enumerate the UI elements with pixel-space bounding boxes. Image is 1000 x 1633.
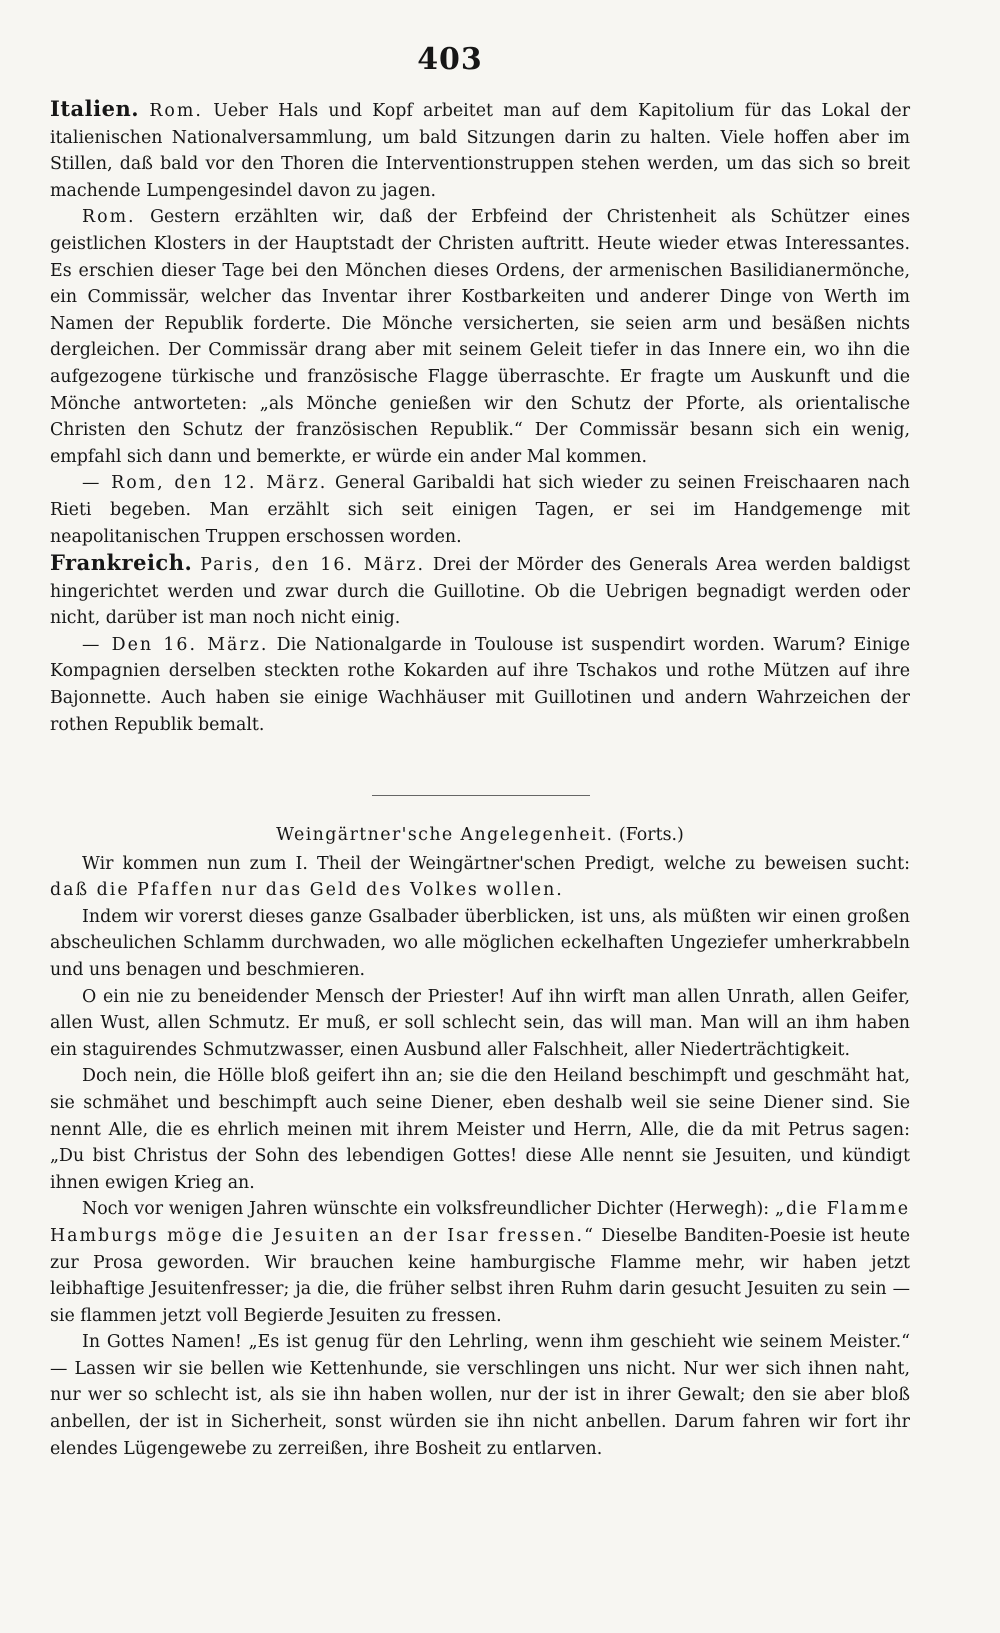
spaced-emphasis: daß die Pfaffen nur das Geld des Volkes wollen. — [50, 880, 564, 901]
italy-paragraph-1 — [50, 96, 910, 204]
article-text: Gestern erzählten wir, daß der Erbfeind der Christenheit als Schützer eines geistlichen Klosters in der Hauptstadt der Christen auftritt. Heute wieder etwas Interessantes. Es erschien dieser Tage bei den Mönchen dieses Ordens, der armenischen Basilidianermönche, ein Commissär, welcher das Inventar ihrer Kostbarkeiten und anderer Dinge von Werth im Namen der Republik forderte. Die Mönche versicherten, sie seien arm und besäßen nichts dergleichen. Der Commissär drang aber mit seinem Geleit tiefer in das Innere ein, wo ihn die aufgezogene türkische und französische Flagge überraschte. Er fragte um Auskunft und die Mönche antworteten: „als Mönche genießen wir den Schutz der Pforte, als orientalische Christen den Schutz der französischen Republik.“ Der Commissär besann sich ein wenig, empfahl sich dann und bemerkte, er würde ein ander Mal kommen. — [50, 207, 910, 467]
paragraph-text: Dieselbe Banditen-Poesie ist heute zur Prosa geworden. Wir brauchen keine hamburgische Flamme mehr, wir haben jetzt leibhaftige Jesuitenfresser; ja die, die früher selbst ihren Ruhm darin gesucht Jesuiten zu sein — sie flammen jetzt voll Begierde Jesuiten zu fressen. — [50, 1225, 911, 1326]
article-text: Die Nationalgarde in Toulouse ist suspendirt worden. Warum? Einige Kompagnien derselben steckten rothe Kokarden auf ihre Tschakos und rothe Mützen auf ihre Bajonnette. Auch haben sie einige Wachhäuser mit Guillotinen und andern Wahrzeichen der rothen Republik bemalt. — [50, 634, 910, 735]
france-paragraph-2 — [50, 632, 910, 738]
news-section — [50, 96, 910, 738]
feuilleton-paragraph-2: Indem wir vorerst dieses ganze Gsalbader überblicken, ist uns, als müßten wir einen großen abscheulichen Schlamm durchwaden, wo alle möglichen eckelhaften Ungeziefer umherkrabbeln und uns benagen und beschmieren. — [50, 906, 910, 980]
page-number: 403 — [417, 42, 483, 77]
place-label: Rom. — [82, 207, 136, 228]
country-heading-italy: Italien. — [50, 96, 140, 121]
paragraph-text: Noch vor wenigen Jahren wünschte ein volksfreundlicher Dichter (Herwegh): — [82, 1199, 770, 1220]
italy-paragraph-2 — [50, 204, 910, 470]
continued-note: (Forts.) — [618, 825, 684, 845]
feuilleton-paragraph-5 — [50, 1196, 910, 1329]
section-title — [50, 822, 910, 849]
section-divider — [372, 795, 590, 796]
feuilleton-paragraph-3: O ein nie zu beneidender Mensch der Priester! Auf ihn wirft man allen Unrath, allen Geifer, allen Wust, allen Schmutz. Er muß, er soll schlecht sein, das will man. Man will an ihm haben ein staguirendes Schmutzwasser, einen Ausbund aller Falschheit, aller Niederträchtigkeit. — [50, 986, 910, 1060]
feuilleton-paragraph-4: Doch nein, die Hölle bloß geifert ihn an; sie die den Heiland beschimpft und geschmäht hat, sie schmähet und beschimpft auch seine Diener, eben deshalb weil sie seine Diener sind. Sie nennt Alle, die es ehrlich meinen mit ihrem Meister und Herrn, Alle, die da mit Petrus sagen: „Du bist Christus der Sohn des lebendigen Gottes! diese Alle nennt sie Jesuiten, und kündigt ihnen ewigen Krieg an. — [50, 1066, 910, 1193]
place-label: Rom. — [149, 101, 203, 121]
paragraph-text: Wir kommen nun zum I. Theil der Weingärtner'schen Predigt, welche zu beweisen sucht: — [82, 853, 910, 874]
feuilleton-paragraph-1 — [50, 851, 910, 904]
feuilleton-section — [50, 822, 910, 1462]
dateline: — Rom, den 12. März. — [82, 473, 328, 494]
france-paragraph-1 — [50, 550, 910, 632]
article-text: Drei der Mörder des Generals Area werden baldigst hingerichtet werden und zwar durch die Guillotine. Ob die Uebrigen begnadigt werden oder nicht, darüber ist man noch nicht einig. — [50, 555, 911, 629]
spaced-quote: „die Flamme Hamburgs möge die Jesuiten an der Isar fressen.“ — [50, 1199, 910, 1246]
italy-paragraph-3 — [50, 470, 910, 550]
place-label: Paris, den 16. März. — [200, 555, 425, 576]
article-text: Ueber Hals und Kopf arbeitet man auf dem Kapitolium für das Lokal der italienischen Nationalversammlung, um bald Sitzungen darin zu halten. Viele hoffen aber im Stillen, daß bald vor den Thoren die Interventionstruppen stehen werden, um das sich so breit machende Lumpengesindel davon zu jagen. — [50, 101, 911, 201]
section-title-text: Weingärtner'sche Angelegenheit. — [276, 825, 614, 845]
dateline: — Den 16. März. — [82, 634, 269, 655]
article-text: General Garibaldi hat sich wieder zu seinen Freischaaren nach Rieti begeben. Man erzählt sich seit einigen Tagen, er sei im Handgemenge mit neapolitanischen Truppen erschossen worden. — [50, 473, 910, 547]
country-heading-france: Frankreich. — [50, 550, 193, 576]
feuilleton-paragraph-6: In Gottes Namen! „Es ist genug für den Lehrling, wenn ihm geschieht wie seinem Meister.“ — Lassen wir sie bellen wie Kettenhunde, sie verschlingen uns nicht. Nur wer sich ihnen naht, nur wer so schlecht ist, als sie ihn haben wollen, nur der ist in ihrer Gewalt; den sie aber bloß anbellen, der ist in Sicherheit, sonst würden sie ihn nicht anbellen. Darum fahren wir fort ihr elendes Lügengewebe zu zerreißen, ihre Bosheit zu entlarven. — [50, 1332, 910, 1459]
